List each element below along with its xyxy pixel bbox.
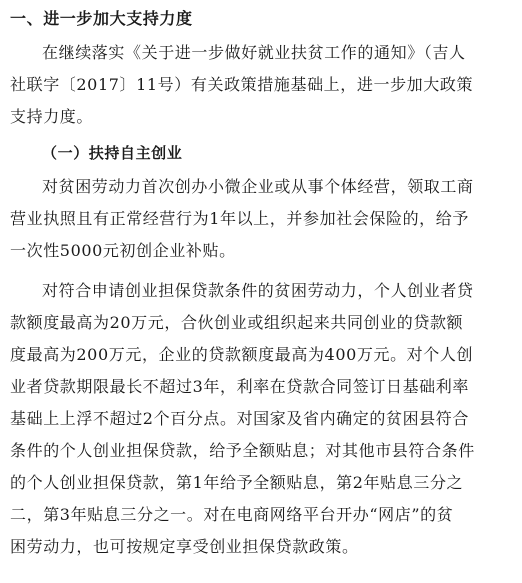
paragraph1-line-1: 对贫困劳动力首次创办小微企业或从事个体经营，领取工商 <box>42 177 474 196</box>
section-heading: 一、进一步加大支持力度 <box>10 9 193 28</box>
paragraph2-line-4: 业者贷款期限最长不超过3年，利率在贷款合同签订日基础利率 <box>10 377 469 396</box>
paragraph2-line-2: 款额度最高为20万元，合伙创业或组织起来共同创业的贷款额 <box>10 313 464 332</box>
paragraph2-line-9: 困劳动力，也可按规定享受创业担保贷款政策。 <box>10 537 359 556</box>
intro-line-3: 支持力度。 <box>10 107 94 126</box>
paragraph2-line-7: 的个人创业担保贷款，第1年给予全额贴息，第2年贴息三分之 <box>10 473 464 492</box>
paragraph2-line-5: 基础上上浮不超过2个百分点。对国家及省内确定的贫困县符合 <box>10 409 469 428</box>
intro-line-1: 在继续落实《关于进一步做好就业扶贫工作的通知》（吉人 <box>42 43 466 62</box>
paragraph2-line-6: 条件的个人创业担保贷款，给予全额贴息；对其他市县符合条件 <box>10 441 475 460</box>
paragraph1-line-3: 一次性5000元初创企业补贴。 <box>10 241 236 260</box>
subsection-heading: （一）扶持自主创业 <box>42 144 183 162</box>
paragraph2-line-1: 对符合申请创业担保贷款条件的贫困劳动力，个人创业者贷 <box>42 281 474 300</box>
intro-line-2: 社联字〔2017〕11号）有关政策措施基础上，进一步加大政策 <box>10 75 474 94</box>
paragraph1-line-2: 营业执照且有正常经营行为1年以上，并参加社会保险的，给予 <box>10 209 469 228</box>
paragraph2-line-3: 度最高为200万元，企业的贷款额度最高为400万元。对个人创 <box>10 345 474 364</box>
paragraph2-line-8: 二，第3年贴息三分之一。对在电商网络平台开办“网店”的贫 <box>10 505 454 524</box>
